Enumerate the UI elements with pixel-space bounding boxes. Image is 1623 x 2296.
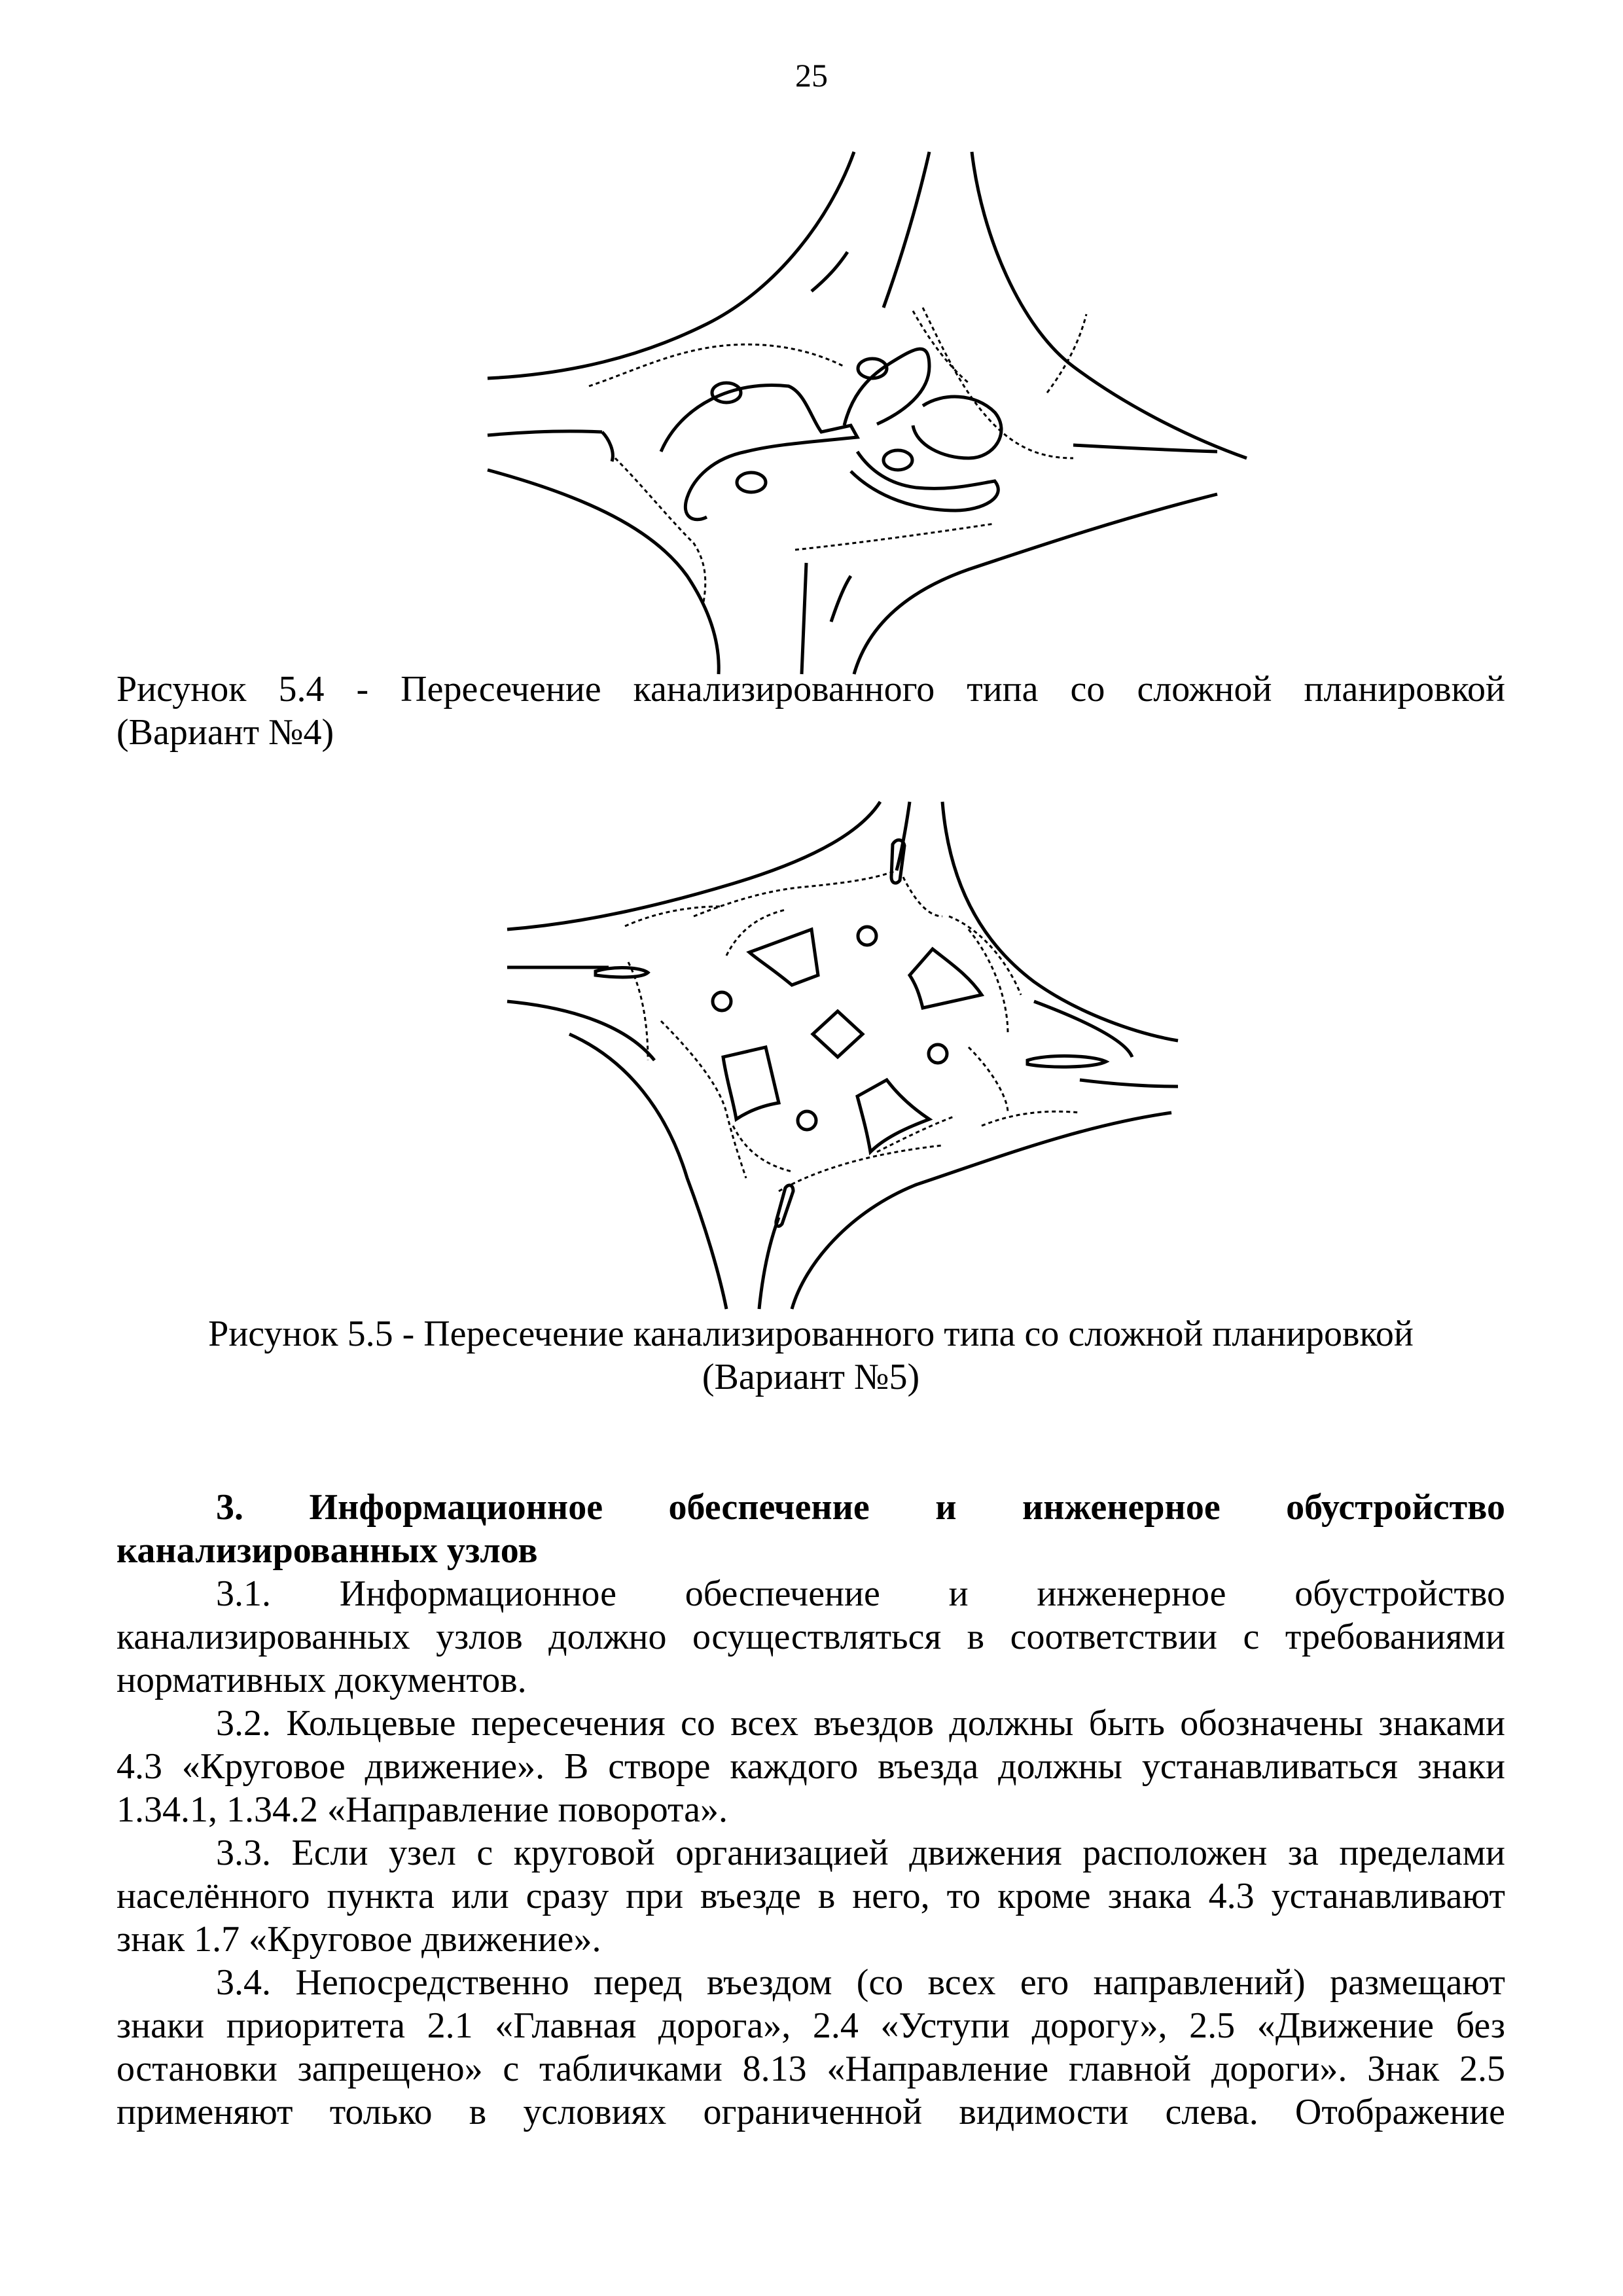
figure-5-5-caption-line2: (Вариант №5) [702, 1357, 920, 1397]
p31-line1: 3.1. Информационное обеспечение и инженерное обустройство [216, 1573, 1505, 1614]
p33-line3: знак 1.7 «Круговое движение». [116, 1919, 601, 1960]
heading-word-4: инженерное [1022, 1487, 1221, 1528]
section-heading-line1 [216, 1486, 1505, 1529]
p32-line2: 4.3 «Круговое движение». В створе каждого въезда должны устанавливаться знаки [116, 1746, 1505, 1787]
p31-line3: нормативных документов. [116, 1660, 527, 1700]
p34-line2: знаки приоритета 2.1 «Главная дорога», 2.4 «Уступи дорогу», 2.5 «Движение без [116, 2005, 1505, 2046]
heading-word-1: Информационное [309, 1487, 603, 1528]
figure-5-5-caption-line1: Рисунок 5.5 - Пересечение канализированного типа со сложной планировкой [208, 1314, 1414, 1354]
heading-word-5: обустройство [1286, 1487, 1505, 1528]
p33-line2: населённого пункта или сразу при въезде в него, то кроме знака 4.3 устанавливают [116, 1876, 1505, 1916]
section-heading-line2: канализированных узлов [116, 1530, 538, 1571]
figure-5-4-caption-line1: Рисунок 5.4 - Пересечение канализированного типа со сложной планировкой [116, 669, 1505, 709]
p34-line3: остановки запрещено» с табличками 8.13 «Направление главной дороги». Знак 2.5 [116, 2049, 1505, 2089]
p34-line4: применяют только в условиях ограниченной видимости слева. Отображение [116, 2092, 1505, 2132]
page-number: 25 [795, 57, 828, 94]
heading-word-2: обеспечение [668, 1487, 870, 1528]
p33-line1: 3.3. Если узел с круговой организацией движения расположен за пределами [216, 1833, 1505, 1873]
p32-line3: 1.34.1, 1.34.2 «Направление поворота». [116, 1789, 728, 1830]
section-number: 3. [216, 1487, 243, 1528]
p34-line1: 3.4. Непосредственно перед въездом (со всех его направлений) размещают [216, 1962, 1505, 2003]
p32-line1: 3.2. Кольцевые пересечения со всех въездов должны быть обозначены знаками [216, 1703, 1505, 1744]
heading-word-3: и [935, 1487, 957, 1528]
figure-5-4-caption-line2: (Вариант №4) [116, 712, 334, 753]
p31-line2: канализированных узлов должно осуществляться в соответствии с требованиями [116, 1617, 1505, 1657]
